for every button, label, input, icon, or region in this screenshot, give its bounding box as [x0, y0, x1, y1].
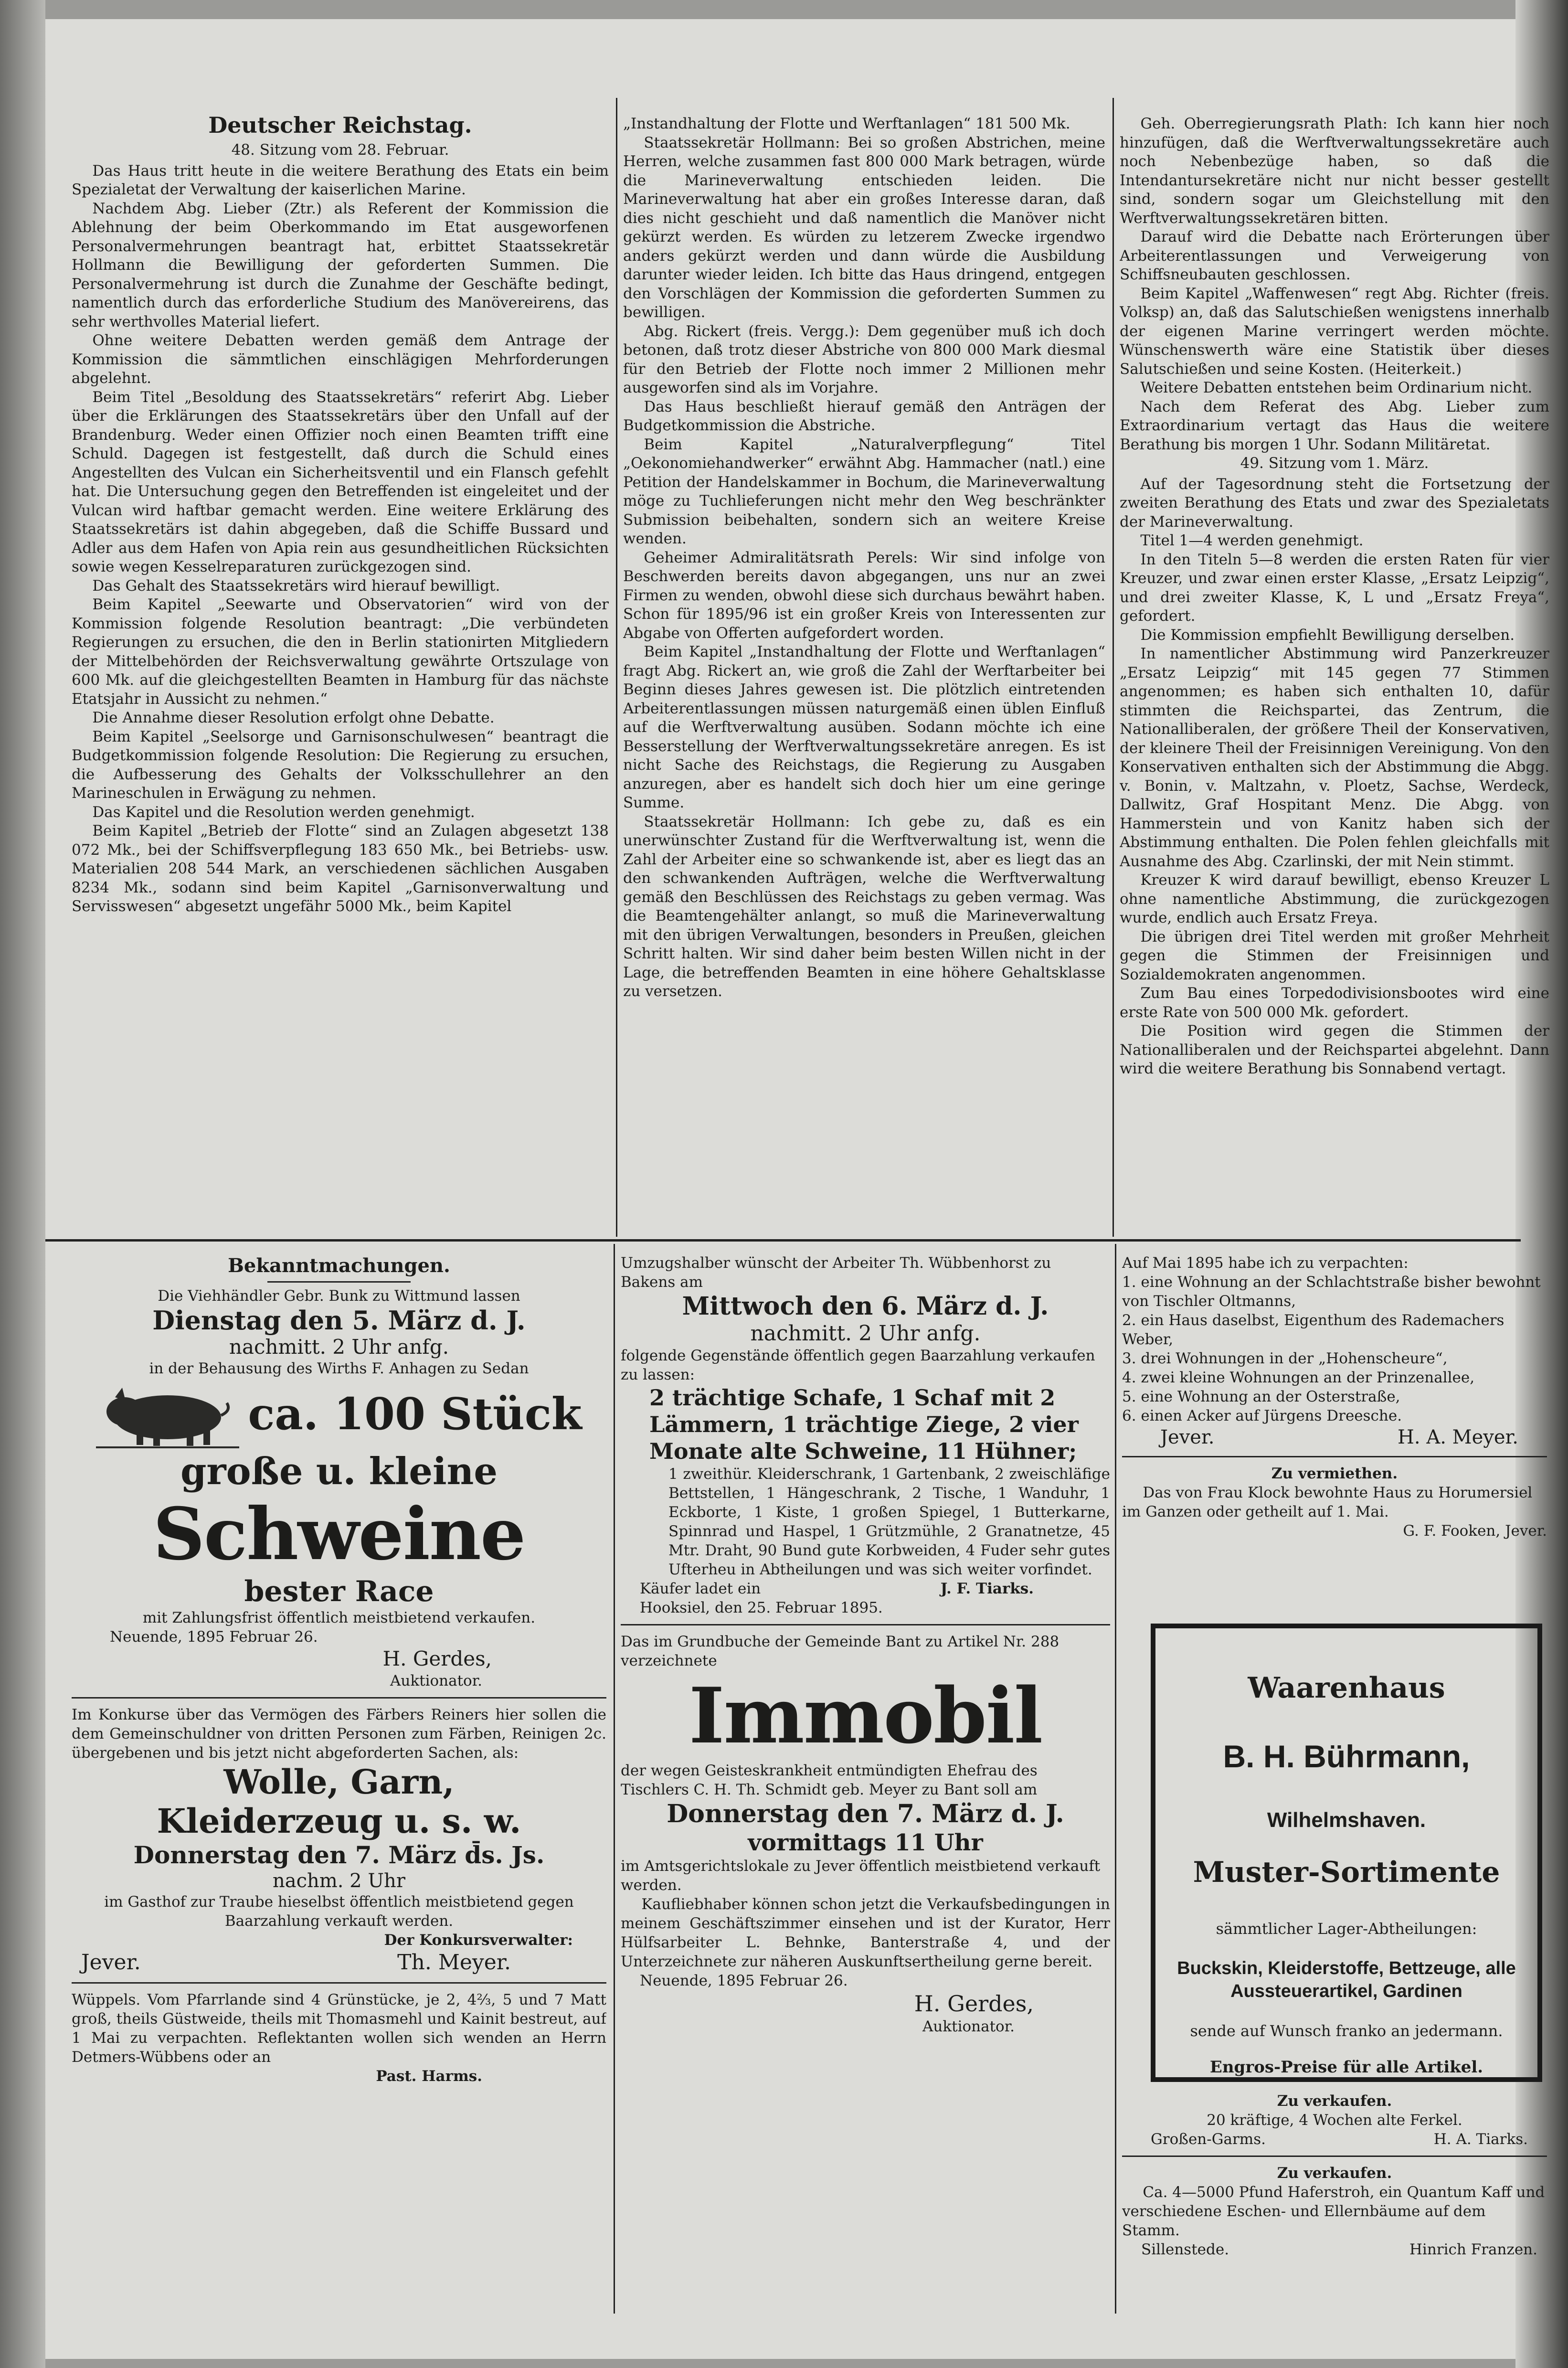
- paragraph: Titel 1—4 werden genehmigt.: [1140, 532, 1364, 549]
- ad-signature: J. F. Tiarks.: [940, 1580, 1034, 1597]
- divider: [621, 1624, 1110, 1625]
- immobil-heading: Immobil: [689, 1671, 1042, 1761]
- column-divider: [1112, 98, 1114, 1237]
- article-column-3: [1120, 115, 1549, 1237]
- ad-date-line: Neuende, 1895 Februar 26.: [110, 1628, 318, 1646]
- pig-illustration: [96, 1378, 239, 1450]
- paragraph: Die übrigen drei Titel werden mit großer Mehrheit gegen die Stimmen der Freisinnigen und Sozialdemokraten angenommen.: [1120, 928, 1549, 983]
- ad-role: Der Konkursverwalter:: [384, 1932, 573, 1949]
- paragraph: Geheimer Admiralitätsrath Perels: Wir sind infolge von Beschwerden bereits davon abgegangen, uns nur an zwei Firmen zu wenden, obwohl diese sich durchaus bewährt haben. Schon für 1895/96 ist ein großer Kreis von Interessenten zur Abgabe von Offerten aufgefordert worden.: [623, 549, 1105, 642]
- ad-text: mit Zahlungsfrist öffentlich meistbietend verkaufen.: [142, 1609, 536, 1626]
- paragraph: Nachdem Abg. Lieber (Ztr.) als Referent der Kommission die Ablehnung der beim Oberkommando im Etat ausgeworfenen Personalvermehrungen beantragt hat, erbittet Staatssekretär Hollmann die Bewilligung der geforderten Summen. Die Personalvermehrung ist durch die Zunahme der Geschäfte bedingt, namentlich durch das erforderliche Studium des Manövereirens, das sehr werthvolles Material liefert.: [72, 200, 609, 330]
- paragraph: In den Titeln 5—8 werden die ersten Raten für vier Kreuzer, und zwar einen erster Klasse, „Ersatz Leipzig“, und drei zweiter Klasse, K, L und „Ersatz Freya“, gefordert.: [1120, 551, 1549, 625]
- ad-text: Auf Mai 1895 habe ich zu verpachten:: [1122, 1254, 1409, 1272]
- ad-time: vormittags 11 Uhr: [748, 1829, 983, 1856]
- ad-text: Kaufliebhaber können schon jetzt die Verkaufsbedingungen in meinem Geschäftszimmer einsehen und ist der Kurator, Herr Hülfsarbeiter L. Behnke, Banterstraße 4, und der Unterzeichnete zur näheren Auskunftsertheilung gerne bereit.: [621, 1896, 1110, 1970]
- signature-row: [621, 1579, 1110, 1598]
- paragraph: Das Haus tritt heute in die weitere Berathung des Etats ein beim Spezialetat der Verwaltung der kaiserlichen Marine.: [72, 162, 609, 198]
- paragraph: Darauf wird die Debatte nach Erörterungen über Arbeiterentlassungen und Verweigerung von Schiffsneubauten geschlossen.: [1120, 228, 1549, 283]
- ad-text: Die Viehhändler Gebr. Bunk zu Wittmund lassen: [158, 1287, 520, 1305]
- divider: [267, 1281, 411, 1283]
- article-column-1: [72, 112, 609, 1237]
- goods-heading: Wolle, Garn,: [223, 1762, 455, 1802]
- paragraph: Beim Kapitel „Seewarte und Observatorien“ wird von der Kommission folgende Resolution beantragt: „Die verbündeten Regierungen zu ersuchen, die den in Berlin stationirten Mitgliedern der Mittelbehörden der Reichsverwaltung gewährte Ortszulage von 600 Mk. auf die gleichgestellten Beamten in Hamburg für das nächste Etatsjahr in Aussicht zu nehmen.“: [72, 596, 609, 708]
- list-item: 6. einen Acker auf Jürgens Dreesche.: [1122, 1407, 1402, 1424]
- advertisement-column-1: [72, 1253, 606, 2318]
- pig-size: große u. kleine: [180, 1450, 498, 1493]
- ad-signature: H. Gerdes,: [382, 1647, 492, 1670]
- paragraph: Ohne weitere Debatten werden gemäß dem Antrage der Kommission die sämmtlichen einschlägigen Mehrforderungen abgelehnt.: [72, 332, 609, 387]
- pig-count: ca. 100 Stück: [248, 1388, 582, 1440]
- box-headline: Muster-Sortimente: [1193, 1856, 1500, 1889]
- paragraph: Weitere Debatten entstehen beim Ordinarium nicht.: [1140, 379, 1533, 396]
- list-item: 2. ein Haus daselbst, Eigenthum des Rademachers Weber,: [1122, 1312, 1504, 1348]
- ad-text: in der Behausung des Wirths F. Anhagen zu Sedan: [149, 1360, 529, 1377]
- ad-place: Großen-Garms.: [1151, 2131, 1266, 2148]
- goods-heading: Kleiderzeug u. s. w.: [157, 1801, 521, 1841]
- list-item: 4. zwei kleine Wohnungen an der Prinzenallee,: [1122, 1369, 1475, 1386]
- paragraph: Zum Bau eines Torpedodivisionsbootes wird eine erste Rate von 500 000 Mk. gefordert.: [1120, 985, 1549, 1021]
- ad-heading: Zu verkaufen.: [1277, 2165, 1392, 2182]
- box-text: sämmtlicher Lager-Abtheilungen:: [1216, 1920, 1477, 1938]
- session-heading: 49. Sitzung vom 1. März.: [1240, 455, 1429, 472]
- ad-date-line: Neuende, 1895 Februar 26.: [640, 1972, 848, 1989]
- list-item: 3. drei Wohnungen in der „Hohenscheure“,: [1122, 1350, 1448, 1367]
- divider: [1122, 2156, 1547, 2157]
- box-goods: Buckskin, Kleiderstoffe, Bettzeuge, alle Aussteuerartikel, Gardinen: [1177, 1958, 1516, 2001]
- ad-signature: G. F. Fooken, Jever.: [1403, 1522, 1547, 1540]
- paragraph: Die Position wird gegen die Stimmen der Nationalliberalen und der Reichspartei abgelehnt. Dann wird die weitere Berathung bis Sonnabend vertagt.: [1120, 1022, 1549, 1077]
- ad-text: Käufer ladet ein: [640, 1580, 761, 1597]
- signature-row: [1122, 2240, 1547, 2259]
- paragraph: Geh. Oberregierungsrath Plath: Ich kann hier noch hinzufügen, daß die Werftverwaltungssekretäre auch noch Nebenbezüge haben, so daß die Intendantursekretäre nicht nur nicht besser gestellt sind, sondern sogar um Gleichstellung mit den Werftverwaltungssekretären bitten.: [1120, 115, 1549, 227]
- ad-text: 20 kräftige, 4 Wochen alte Ferkel.: [1207, 2112, 1462, 2129]
- ad-text: Umzugshalber wünscht der Arbeiter Th. Wübbenhorst zu Bakens am: [621, 1254, 1051, 1291]
- advertisement-column-2: [621, 1253, 1110, 2318]
- buehrmann-advertisement-box: [1151, 1624, 1542, 2082]
- list-item: 5. eine Wohnung an der Osterstraße,: [1122, 1388, 1400, 1405]
- paragraph: Beim Kapitel „Betrieb der Flotte“ sind an Zulagen abgesetzt 138 072 Mk., bei der Schiffsverpflegung 183 650 Mk., bei Betriebs- usw. Materialien 208 544 Mark, an verschiedenen sächlichen Ausgaben 8234 Mk., sodann sind beim Kapitel „Garnisonverwaltung und Servisswesen“ abgesetzt ungefähr 5000 Mk., beim Kapitel: [72, 822, 609, 915]
- paragraph: Das Gehalt des Staatssekretärs wird hierauf bewilligt.: [92, 577, 500, 595]
- ad-text: Das von Frau Klock bewohnte Haus zu Horumersiel im Ganzen oder getheilt auf 1. Mai.: [1122, 1484, 1533, 1520]
- ad-place: Sillenstede.: [1141, 2241, 1229, 2258]
- box-city: Wilhelmshaven.: [1267, 1808, 1426, 1832]
- paragraph: Die Kommission empfiehlt Bewilligung derselben.: [1140, 626, 1515, 644]
- paragraph: Das Haus beschließt hierauf gemäß den Anträgen der Budgetkommission die Abstriche.: [623, 398, 1105, 434]
- box-engros: Engros-Preise für alle Artikel.: [1209, 2058, 1483, 2077]
- paragraph: Abg. Rickert (freis. Vergg.): Dem gegenüber muß ich doch betonen, daß trotz dieser Abstriche von 800 000 Mark diesmal für den Betrieb der Flotte noch immer 2 Millionen mehr ausgeworfen sind als im Vorjahre.: [623, 322, 1105, 396]
- column-divider: [614, 1244, 615, 2314]
- article-title: Deutscher Reichstag.: [208, 112, 472, 138]
- box-text: sende auf Wunsch franko an jedermann.: [1190, 2022, 1503, 2040]
- ad-city: Jever.: [1160, 1426, 1215, 1448]
- ad-role: Auktionator.: [922, 2018, 1015, 2035]
- ad-time: nachm. 2 Uhr: [273, 1870, 405, 1892]
- paragraph: Die Annahme dieser Resolution erfolgt ohne Debatte.: [92, 709, 495, 726]
- ad-date-line: Hooksiel, den 25. Februar 1895.: [640, 1599, 883, 1616]
- divider: [1122, 1456, 1547, 1457]
- signature-row: [1122, 2130, 1547, 2149]
- livestock-list: 2 trächtige Schafe, 1 Schaf mit 2 Lämmern, 1 trächtige Ziege, 2 vier Monate alte Schweine, 11 Hühner;: [649, 1385, 1079, 1464]
- ad-text: der wegen Geisteskrankheit entmündigten Ehefrau des Tischlers C. H. Th. Schmidt geb. Meyer zu Bant soll am: [621, 1762, 1038, 1798]
- session-heading: 48. Sitzung vom 28. Februar.: [231, 141, 449, 159]
- section-heading: Bekanntmachungen.: [228, 1254, 450, 1277]
- paragraph: Beim Kapitel „Naturalverpflegung“ Titel „Oekonomiehandwerker“ erwähnt Abg. Hammacher (natl.) eine Petition der Handelskammer in Bochum, die Marineverwaltung möge zu Tuchlieferungen nicht mehr den Weg beschränkter Submission beibehalten, sondern sich an weitere Kreise wenden.: [623, 435, 1105, 547]
- divider: [72, 1982, 606, 1984]
- signature-row: [1122, 1425, 1547, 1449]
- ad-text: Wüppels. Vom Pfarrlande sind 4 Grünstücke, je 2, 4⅔, 5 und 7 Matt groß, theils Güstweide, theils mit Thomasmehl und Kainit bestreut, auf 1 Mai zu verpachten. Reflektanten wollen sich wenden an Herrn Detmers-Wübbens oder an: [72, 1991, 606, 2066]
- ad-time: nachmitt. 2 Uhr anfg.: [229, 1335, 449, 1359]
- box-title: Waarenhaus: [1248, 1671, 1445, 1705]
- ad-signature: Past. Harms.: [376, 2068, 482, 2085]
- paragraph: Beim Kapitel „Seelsorge und Garnisonschulwesen“ beantragt die Budgetkommission folgende Resolution: Die Regierung zu ersuchen, die Aufbesserung des Gehalts der Volksschullehrer an den Marineschulen in Erwägung zu nehmen.: [72, 728, 609, 802]
- ad-signature: Hinrich Franzen.: [1409, 2241, 1537, 2258]
- list-item: 1. eine Wohnung an der Schlachtstraße bisher bewohnt von Tischler Oltmanns,: [1122, 1274, 1541, 1310]
- book-binding-edge: [0, 0, 45, 2368]
- box-company: B. H. Bührmann,: [1223, 1739, 1470, 1774]
- article-column-2: [623, 115, 1105, 1237]
- ad-time: nachmitt. 2 Uhr anfg.: [750, 1321, 981, 1346]
- paragraph: Beim Titel „Besoldung des Staatssekretärs“ referirt Abg. Lieber über die Erklärungen des Staatssekretärs über den Unfall auf der Brandenburg. Weder einen Offizier noch einen Beamten trifft eine Schuld. Dagegen ist festgestellt, daß durch die Schuld eines Angestellten des Vulcan ein Sicherheitsventil und ein Flansch gefehlt hat. Die Untersuchung gegen den Betreffenden ist eingeleitet und der Vulcan wird haftbar gemacht werden. Eine weitere Erklärung des Staatssekretärs ist dahin abgegeben, daß die Schiffe Bussard und Adler aus dem Hafen von Apia rein aus gesundheitlichen Rücksichten sowie wegen Kesselreparaturen zurückgezogen sind.: [72, 388, 609, 575]
- ad-text: im Gasthof zur Traube hieselbst öffentlich meistbietend gegen Baarzahlung verkauft werden.: [104, 1893, 574, 1930]
- ad-text: Ca. 4—5000 Pfund Haferstroh, ein Quantum Kaff und verschiedene Eschen- und Ellernbäume auf dem Stamm.: [1122, 2184, 1545, 2239]
- ad-text: Das im Grundbuche der Gemeinde Bant zu Artikel Nr. 288 verzeichnete: [621, 1633, 1059, 1669]
- paragraph: Das Kapitel und die Resolution werden genehmigt.: [92, 803, 475, 821]
- ad-text: folgende Gegenstände öffentlich gegen Baarzahlung verkaufen zu lassen:: [621, 1347, 1095, 1383]
- paragraph: Beim Kapitel „Instandhaltung der Flotte und Werftanlagen“ fragt Abg. Rickert an, wie groß die Zahl der Werftarbeiter bei Beginn dieses Jahres gewesen ist. Die plötzlich eintretenden Arbeiterentlassungen müssen naturgemäß einen üblen Einfluß auf die Werftverwaltung ausüben. Sodann möchte ich eine Besserstellung der Werftverwaltungssekretäre anregen. Es ist nicht Sache des Reichstags, die Regierung zu Ausgaben anzuregen, aber es handelt sich doch hier um eine geringe Summe.: [623, 643, 1105, 811]
- column-divider: [1115, 1244, 1116, 2314]
- paragraph: Staatssekretär Hollmann: Bei so großen Abstrichen, meine Herren, welche zusammen fast 800 000 Mark betragen, würde die Marineverwaltung entschieden leiden. Die Marineverwaltung hat aber ein großes Interesse daran, daß dies nicht geschieht und daß namentlich die Manöver nicht gekürzt werden. Es würden zu letzerem Zwecke irgendwo anders gekürzt werden und dann würde die Ausbildung darunter wieder leiden. Ich bitte das Haus dringend, entgegen den Vorschlägen der Kommission die geforderten Summen zu bewilligen.: [623, 134, 1105, 321]
- signature-row: [72, 1950, 606, 1975]
- divider: [72, 1697, 606, 1699]
- paragraph: Staatssekretär Hollmann: Ich gebe zu, daß es ein unerwünschter Zustand für die Werftverwaltung ist, wenn die Zahl der Arbeiter eine so schwankende ist, aber es liegt das an den schwankenden Aufträgen, welche die Werftverwaltung gemäß den Beschlüssen des Reichstags zu geben vermag. Was die Beamtengehälter anlangt, so muß die Marineverwaltung mit den übrigen Verwaltungen, besonders in Preußen, gleichen Schritt halten. Wir sind daher beim besten Willen nicht in der Lage, die betreffenden Beamten in eine höhere Gehaltsklasse zu versetzen.: [623, 813, 1105, 1000]
- pig-word: Schweine: [153, 1492, 525, 1576]
- ad-signature: H. Gerdes,: [914, 1991, 1034, 2017]
- ad-date: Dienstag den 5. März d. J.: [152, 1305, 526, 1336]
- ad-role: Auktionator.: [390, 1672, 482, 1689]
- ad-signature: H. A. Tiarks.: [1433, 2131, 1528, 2148]
- ad-date: Donnerstag den 7. März d̄s. Js.: [133, 1841, 545, 1869]
- paragraph: In namentlicher Abstimmung wird Panzerkreuzer „Ersatz Leipzig“ mit 145 gegen 77 Stimmen angenommen; es haben sich enthalten 10, dafür stimmten die Reichspartei, das Zentrum, die Nationalliberalen, der größere Theil der Konservativen, der kleinere Theil der Freisinnigen Vereinigung. Von den Konservativen enthalten sich der Abstimmung die Abgg. v. Bonin, v. Maltzahn, v. Ploetz, Sachse, Werdeck, Dallwitz, Graf Hospitant Menz. Die Abgg. von Hammerstein und von Kanitz haben sich der Abstimmung enthalten. Die Polen fehlen gleichfalls mit Ausnahme des Abg. Czarlinski, der mit Nein stimmt.: [1120, 645, 1549, 870]
- pig-race: bester Race: [244, 1575, 434, 1608]
- advertisement-column-3: [1122, 1253, 1547, 1621]
- pig-headline: [72, 1378, 606, 1450]
- ad-text: im Amtsgerichtslokale zu Jever öffentlich meistbietend verkauft werden.: [621, 1858, 1101, 1894]
- paragraph: Beim Kapitel „Waffenwesen“ regt Abg. Richter (freis. Volksp) an, daß das Salutschießen wenigstens innerhalb der eigenen Marine verringert werden möchte. Wünschenswerth wäre eine Statistik über dieses Salutschießen und seine Kosten. (Heiterkeit.): [1120, 285, 1549, 378]
- section-divider: [45, 1239, 1521, 1242]
- ad-heading: Zu verkaufen.: [1277, 2092, 1392, 2110]
- ad-city: Jever.: [81, 1950, 141, 1975]
- paragraph: Auf der Tagesordnung steht die Fortsetzung der zweiten Berathung des Etats und zwar des Spezialetats der Marineverwaltung.: [1120, 475, 1549, 531]
- ad-signature: Th. Meyer.: [397, 1950, 511, 1975]
- paragraph: Kreuzer K wird darauf bewilligt, ebenso Kreuzer L ohne namentliche Abstimmung, die zurückgezogen wurde, endlich auch Ersatz Freya.: [1120, 871, 1549, 926]
- ad-heading: Zu vermiethen.: [1271, 1465, 1398, 1482]
- ad-date: Mittwoch den 6. März d. J.: [682, 1292, 1049, 1321]
- column-divider: [616, 98, 617, 1237]
- advertisement-column-3-bottom: [1122, 2092, 1547, 2321]
- paragraph: Nach dem Referat des Abg. Lieber zum Extraordinarium vertagt das Haus die weitere Berathung bis morgen 1 Uhr. Sodann Militäretat.: [1120, 398, 1549, 453]
- item-list: 1 zweithür. Kleiderschrank, 1 Gartenbank, 2 zweischläfige Bettstellen, 1 Hängeschrank, 2 Tische, 1 Wanduhr, 1 Eckborte, 1 Kiste, 1 großen Spiegel, 1 Butterkarne, Spinnrad und Haspel, 1 Grützmühle, 2 Granatnetze, 45 Mtr. Draht, 90 Bund gute Korbweiden, 4 Fuder sehr gutes Ufterheu in Abtheilungen und was sich weiter vorfindet.: [668, 1465, 1110, 1578]
- ad-text: Im Konkurse über das Vermögen des Färbers Reiners hier sollen die dem Gemeinschuldner von dritten Personen zum Färben, Reinigen 2c. übergebenen und bis jetzt nicht abgeforderten Sachen, als:: [72, 1706, 606, 1762]
- paragraph: „Instandhaltung der Flotte und Werftanlagen“ 181 500 Mk.: [623, 115, 1070, 132]
- ad-signature: H. A. Meyer.: [1398, 1426, 1518, 1448]
- ad-date: Donnerstag den 7. März d. J.: [667, 1799, 1064, 1828]
